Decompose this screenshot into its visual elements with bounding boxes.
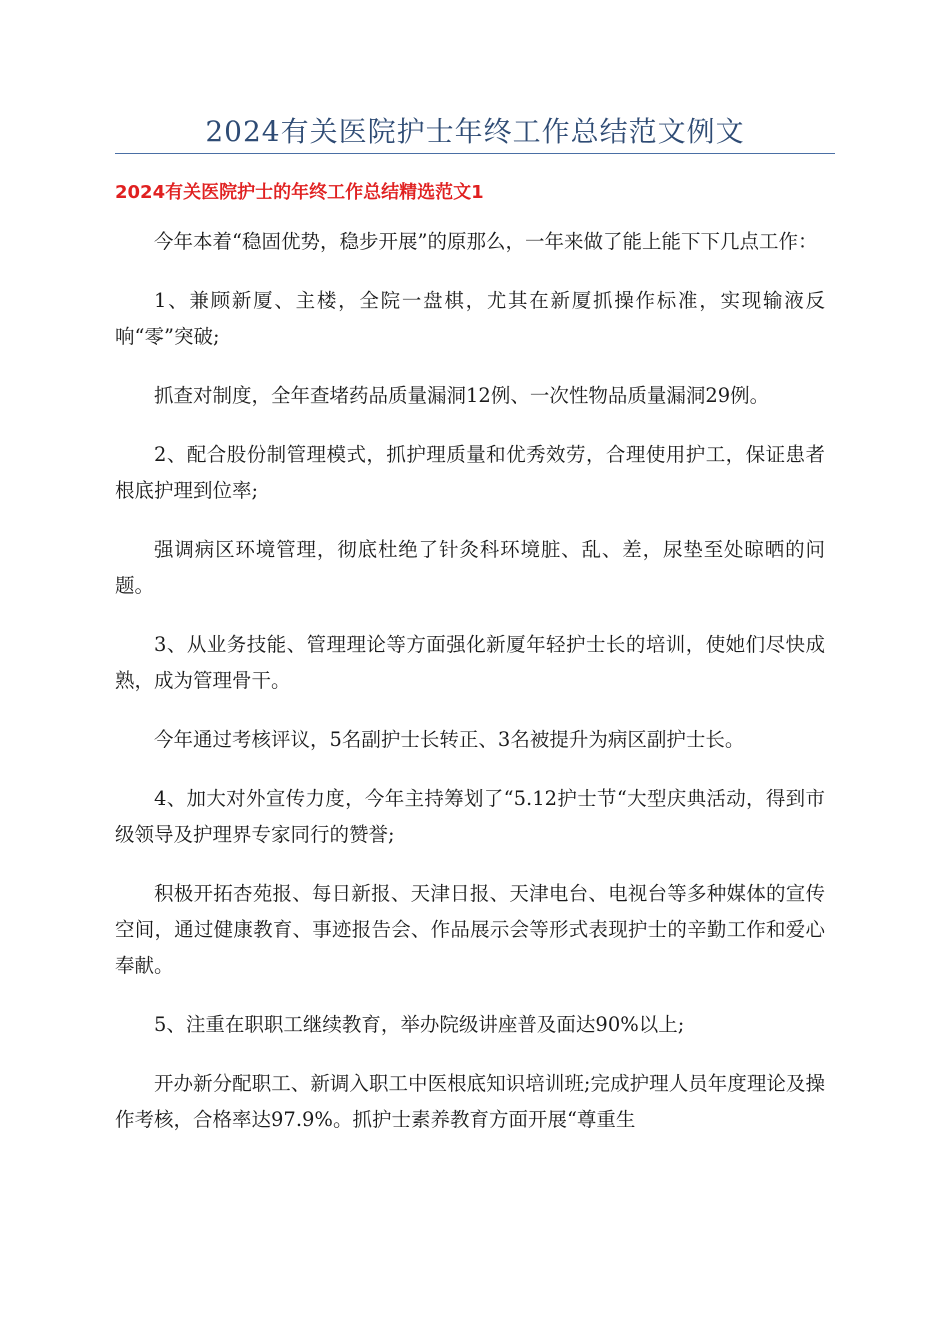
document-body [115, 224, 825, 1161]
paragraph-8: 4、加大对外宣传力度，今年主持筹划了“5.12护士节“大型庆典活动，得到市级领导及护理界专家同行的赞誉; [115, 787, 825, 846]
paragraph-6: 3、从业务技能、管理理论等方面强化新厦年轻护士长的培训，使她们尽快成熟，成为管理骨干。 [115, 633, 825, 692]
paragraph-9: 积极开拓杏苑报、每日新报、天津日报、天津电台、电视台等多种媒体的宣传空间，通过健康教育、事迹报告会、作品展示会等形式表现护士的辛勤工作和爱心奉献。 [115, 882, 825, 977]
document-title: 2024有关医院护士年终工作总结范文例文 [205, 115, 745, 148]
section-heading: 2024有关医院护士的年终工作总结精选范文1 [115, 182, 484, 203]
paragraph-5: 强调病区环境管理，彻底杜绝了针灸科环境脏、乱、差，尿垫至处晾晒的问题。 [115, 538, 825, 597]
paragraph-4: 2、配合股份制管理模式，抓护理质量和优秀效劳，合理使用护工，保证患者根底护理到位率; [115, 443, 825, 502]
title-underline [115, 153, 835, 154]
paragraph-10: 5、注重在职职工继续教育，举办院级讲座普及面达90%以上; [154, 1013, 685, 1036]
paragraph-2: 1、兼顾新厦、主楼，全院一盘棋，尤其在新厦抓操作标准，实现输液反响“零”突破; [115, 289, 825, 348]
paragraph-7: 今年通过考核评议，5名副护士长转正、3名被提升为病区副护士长。 [154, 728, 745, 751]
paragraph-1: 今年本着“稳固优势，稳步开展”的原那么，一年来做了能上能下下几点工作： [154, 230, 818, 253]
paragraph-11: 开办新分配职工、新调入职工中医根底知识培训班;完成护理人员年度理论及操作考核，合格率达97.9%。抓护士素养教育方面开展“尊重生 [115, 1072, 825, 1131]
paragraph-3: 抓查对制度，全年查堵药品质量漏洞12例、一次性物品质量漏洞29例。 [154, 384, 770, 407]
